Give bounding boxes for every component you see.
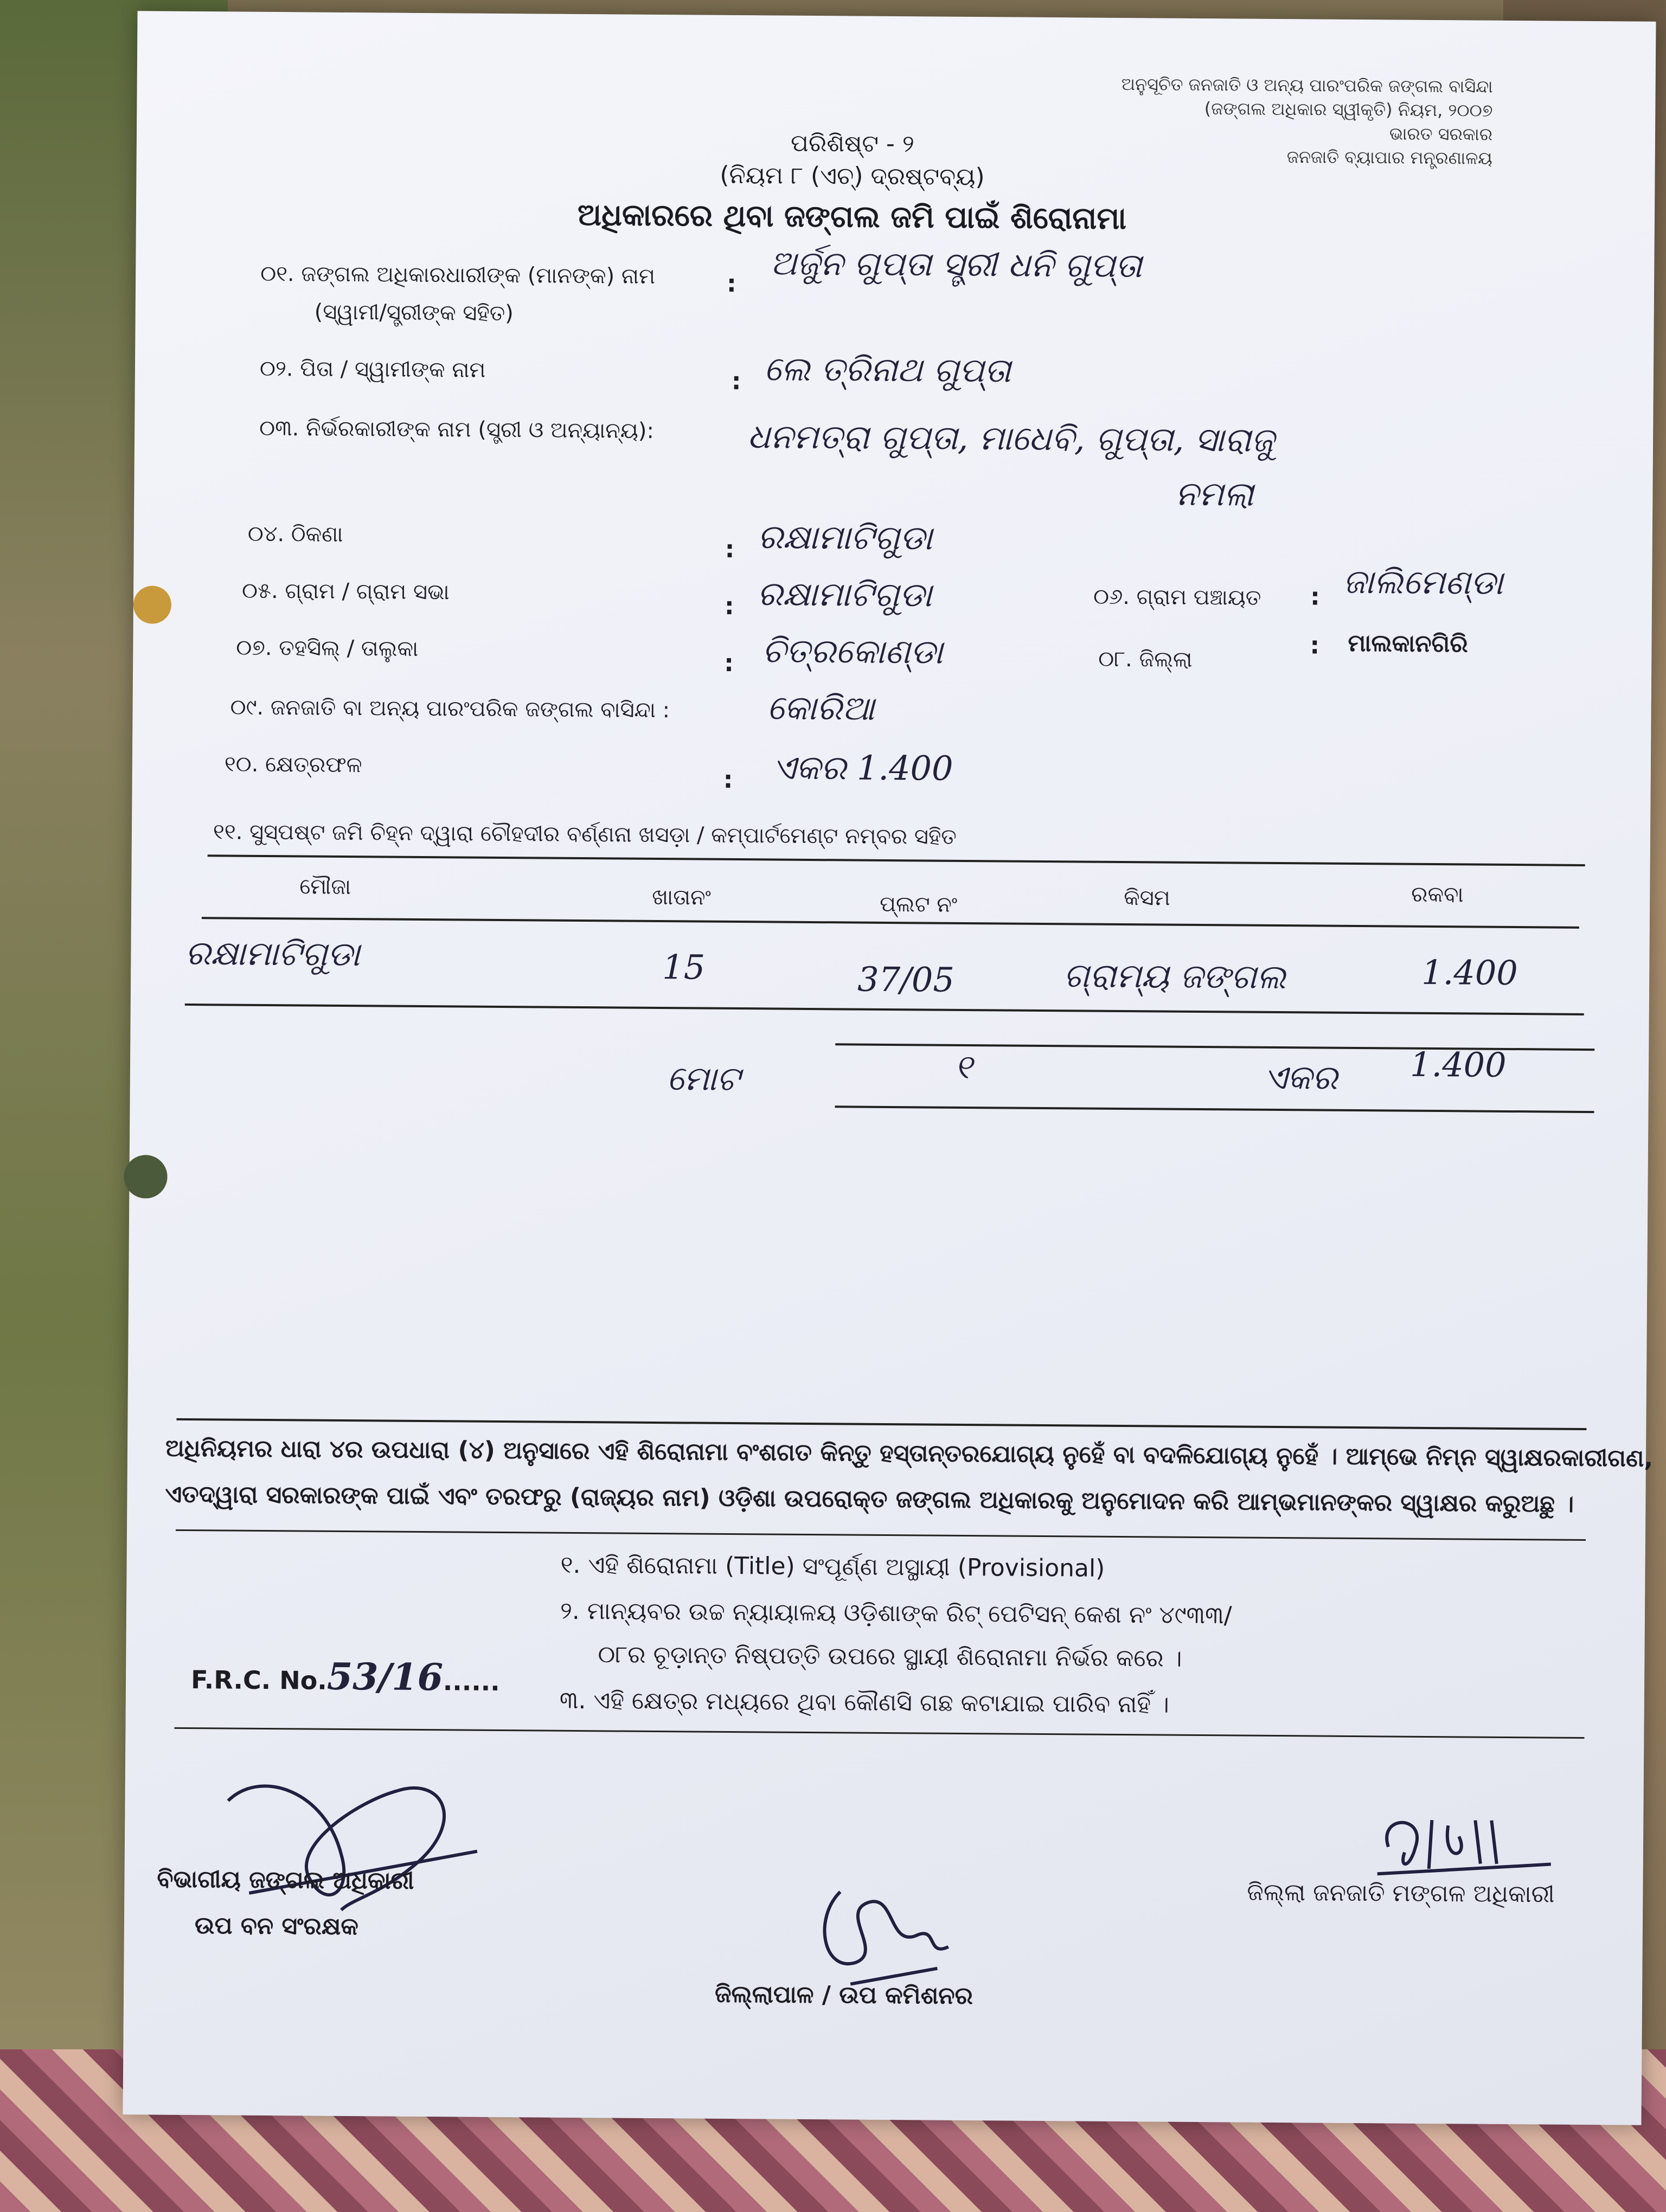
- note-3: ୩. ଏହି କ୍ଷେତ୍ର ମଧ୍ୟରେ ଥିବା କୌଣସି ଗଛ କଟାଯାଇ ପାରିବ ନାହିଁ ।: [559, 1686, 1170, 1719]
- colon: :: [724, 592, 734, 620]
- field-10-value: ଏକର 1.400: [772, 747, 953, 788]
- total-bottom-rule: [835, 1105, 1594, 1113]
- colon: :: [725, 535, 735, 563]
- table-cell-khata: 15: [662, 947, 706, 987]
- field-03-label: ୦୩. ନିର୍ଭରକାରୀଙ୍କ ନାମ (ସ୍ତ୍ରୀ ଓ ଅନ୍ୟାନ୍ୟ):: [259, 415, 655, 443]
- table-header-mouza: ମୌଜା: [299, 874, 351, 900]
- ministry-line-3: ଭାରତ ସରକାର: [1389, 123, 1493, 145]
- table-cell-kisam: ଗ୍ରାମ୍ୟ ଜଙ୍ଗଲ: [1063, 955, 1286, 997]
- frc-number: 53/16: [326, 1655, 444, 1700]
- colon: :: [723, 766, 733, 794]
- rule-reference: (ନିୟମ ୮ (ଏଚ୍) ଦ୍ରଷ୍ଟବ୍ୟ): [720, 161, 985, 191]
- signatory-right: ଜିଲ୍ଲା ଜନଜାତି ମଙ୍ଗଳ ଅଧିକାରୀ: [1247, 1878, 1555, 1908]
- colon: :: [1310, 583, 1320, 611]
- signatory-left-line-2: ଉପ ବନ ସଂରକ୍ଷକ: [194, 1912, 359, 1941]
- table-header-rakaba: ରକବା: [1411, 882, 1464, 908]
- total-area: 1.400: [1409, 1044, 1507, 1085]
- note-1: ୧. ଏହି ଶିରୋନାମା (Title) ସଂପୂର୍ଣ୍ଣ ଅସ୍ଥାୟୀ (Provisional): [560, 1551, 1105, 1583]
- table-cell-mouza: ରକ୍ଷାମାଟିଗୁଡା: [185, 933, 361, 974]
- table-header-khata: ଖାତାନଂ: [652, 884, 712, 910]
- declaration-line-2: ଏତଦ୍ୱାରା ସରକାରଙ୍କ ପାଇଁ ଏବଂ ତରଫରୁ (ରାଜ୍ୟର ନାମ) ଓଡ଼ିଶା ଉପରୋକ୍ତ ଜଙ୍ଗଲ ଅଧିକାରକୁ ଅନୁମୋଦନ କରି ଆମ୍ଭମାନଙ୍କର ସ୍ୱାକ୍ଷର କରୁଅଛୁ ।: [165, 1480, 1574, 1518]
- table-header-kisam: କିସମ: [1124, 885, 1170, 911]
- table-cell-plot: 37/05: [857, 959, 955, 1000]
- table-row-rule: [185, 1004, 1584, 1015]
- field-03-value-line-1: ଧନମତ୍ରା ଗୁପ୍ତା, ମାଧେବି, ଗୁପ୍ତା, ସାରାଜୁ: [747, 416, 1274, 460]
- total-label: ମୋଟ: [667, 1058, 740, 1099]
- ministry-line-1: ଅନୁସୂଚିତ ଜନଜାତି ଓ ଅନ୍ୟ ପାରଂପରିକ ଜଙ୍ଗଲ ବାସିନ୍ଦା: [1121, 73, 1493, 97]
- colon: :: [1310, 632, 1320, 660]
- annexure-label: ପରିଶିଷ୍ଟ - ୨: [790, 129, 914, 158]
- field-09-label: ୦୯. ଜନଜାତି ବା ଅନ୍ୟ ପାରଂପରିକ ଜଙ୍ଗଲ ବାସିନ୍ଦା :: [230, 695, 670, 723]
- stain-mark: [133, 586, 171, 623]
- table-top-rule: [208, 854, 1585, 866]
- field-04-value: ରକ୍ଷାମାଟିଗୁଡା: [757, 517, 933, 558]
- signatory-left-line-1: ବିଭାଗୀୟ ଜଙ୍ଗଲ ଅଧିକାରୀ: [157, 1865, 414, 1895]
- colon: :: [726, 269, 736, 298]
- field-07-value: ଚିତ୍ରକୋଣ୍ଡା: [762, 631, 943, 672]
- table-header-rule: [202, 917, 1579, 929]
- field-06-value: ଜାଲିମେଣ୍ଡା: [1343, 561, 1503, 602]
- forest-officer-signature: [216, 1768, 499, 1935]
- colon: :: [724, 649, 734, 677]
- colon: :: [731, 367, 741, 396]
- declaration-top-rule: [176, 1418, 1586, 1430]
- field-09-value: କୋରିଆ: [767, 687, 875, 728]
- signatory-center: ଜିଲ୍ଲାପାଳ / ଉପ କମିଶନର: [714, 1980, 973, 2010]
- notes-bottom-rule: [174, 1727, 1584, 1739]
- frc-label: F.R.C. No.: [190, 1665, 327, 1695]
- total-plots: ୧: [954, 1046, 972, 1087]
- field-10-label: ୧୦. କ୍ଷେତ୍ରଫଳ: [224, 751, 362, 778]
- field-11-label: ୧୧. ସୁସ୍ପଷ୍ଟ ଜମି ଚିହ୍ନ ଦ୍ୱାରା ଚୌହଦୀର ବର୍ଣ୍ଣନା ଖସଡ଼ା / କମ୍ପାର୍ଟମେଣ୍ଟ ନମ୍ବର ସହିତ: [213, 819, 957, 850]
- note-2-line-1: ୨. ମାନ୍ୟବର ଉଚ୍ଚ ନ୍ୟାୟାଳୟ ଓଡ଼ିଶାଙ୍କ ରିଟ୍ ପେଟିସନ୍ କେଶ ନଂ ୪୯୩୩/: [560, 1597, 1232, 1630]
- page-title: ଅଧିକାରରେ ଥିବା ଜଙ୍ଗଲ ଜମି ପାଇଁ ଶିରୋନାମା: [577, 197, 1127, 237]
- table-header-plot: ପ୍ଲଟ ନଂ: [879, 891, 958, 917]
- field-02-value: ଲେ ତ୍ରିନାଥ ଗୁପ୍ତା: [764, 349, 1011, 390]
- field-05-value: ରକ୍ଷାମାଟିଗୁଡା: [757, 574, 932, 615]
- field-01-label: ୦୧. ଜଙ୍ଗଲ ଅଧିକାରଧାରୀଙ୍କ (ମାନଙ୍କ) ନାମ: [260, 261, 656, 289]
- field-04-label: ୦୪. ଠିକଣା: [247, 521, 343, 547]
- frc-dots: ......: [443, 1667, 500, 1697]
- declaration-bottom-rule: [176, 1529, 1586, 1541]
- field-08-value: ମାଲକାନଗିରି: [1348, 629, 1468, 658]
- table-cell-rakaba: 1.400: [1421, 952, 1518, 993]
- frc-number-block: [191, 1654, 500, 1700]
- field-01-value: ଅର୍ଜୁନ ଗୁପ୍ତା ସ୍ତ୍ରୀ ଧନି ଗୁପ୍ତା: [770, 243, 1143, 286]
- field-05-label: ୦୫. ଗ୍ରାମ / ଗ୍ରାମ ସଭା: [241, 578, 450, 605]
- total-unit: ଏକର: [1263, 1057, 1338, 1097]
- declaration-line-1: ଅଧିନିୟମର ଧାରା ୪ର ଉପଧାରା (୪) ଅନୁସାରେ ଏହି ଶିରୋନାମା ବଂଶଗତ କିନ୍ତୁ ହସ୍ତାନ୍ତରଯୋଗ୍ୟ ନୁହେଁ ବା ବଦଳିଯୋଗ୍ୟ ନୁହେଁ । ଆମ୍ଭେ ନିମ୍ନ ସ୍ୱାକ୍ଷରକାରୀଗଣ,: [165, 1434, 1654, 1472]
- punch-hole: [124, 1155, 168, 1199]
- ministry-line-4: ଜନଜାତି ବ୍ୟାପାର ମନ୍ତ୍ରଣାଳୟ: [1286, 146, 1492, 169]
- field-08-label: ୦୮. ଜିଲ୍ଲା: [1098, 646, 1193, 672]
- field-06-label: ୦୬. ଗ୍ରାମ ପଞ୍ଚାୟତ: [1093, 584, 1261, 610]
- field-01-sublabel: (ସ୍ୱାମୀ/ସ୍ତ୍ରୀଙ୍କ ସହିତ): [314, 299, 514, 326]
- field-07-label: ୦୭. ତହସିଲ୍ / ତାଲୁକା: [236, 635, 419, 661]
- field-03-value-line-2: ନମଲା: [1175, 473, 1254, 514]
- ministry-line-2: (ଜଙ୍ଗଲ ଅଧିକାର ସ୍ୱୀକୃତି) ନିୟମ, ୨୦୦୭: [1204, 98, 1493, 121]
- field-02-label: ୦୨. ପିତା / ସ୍ୱାମୀଙ୍କ ନାମ: [259, 356, 486, 383]
- note-2-line-2: ୦୮ର ଚୂଡ଼ାନ୍ତ ନିଷ୍ପତ୍ତି ଉପରେ ସ୍ଥାୟୀ ଶିରୋନାମା ନିର୍ଭର କରେ ।: [598, 1641, 1182, 1673]
- document-sheet: [123, 11, 1656, 2125]
